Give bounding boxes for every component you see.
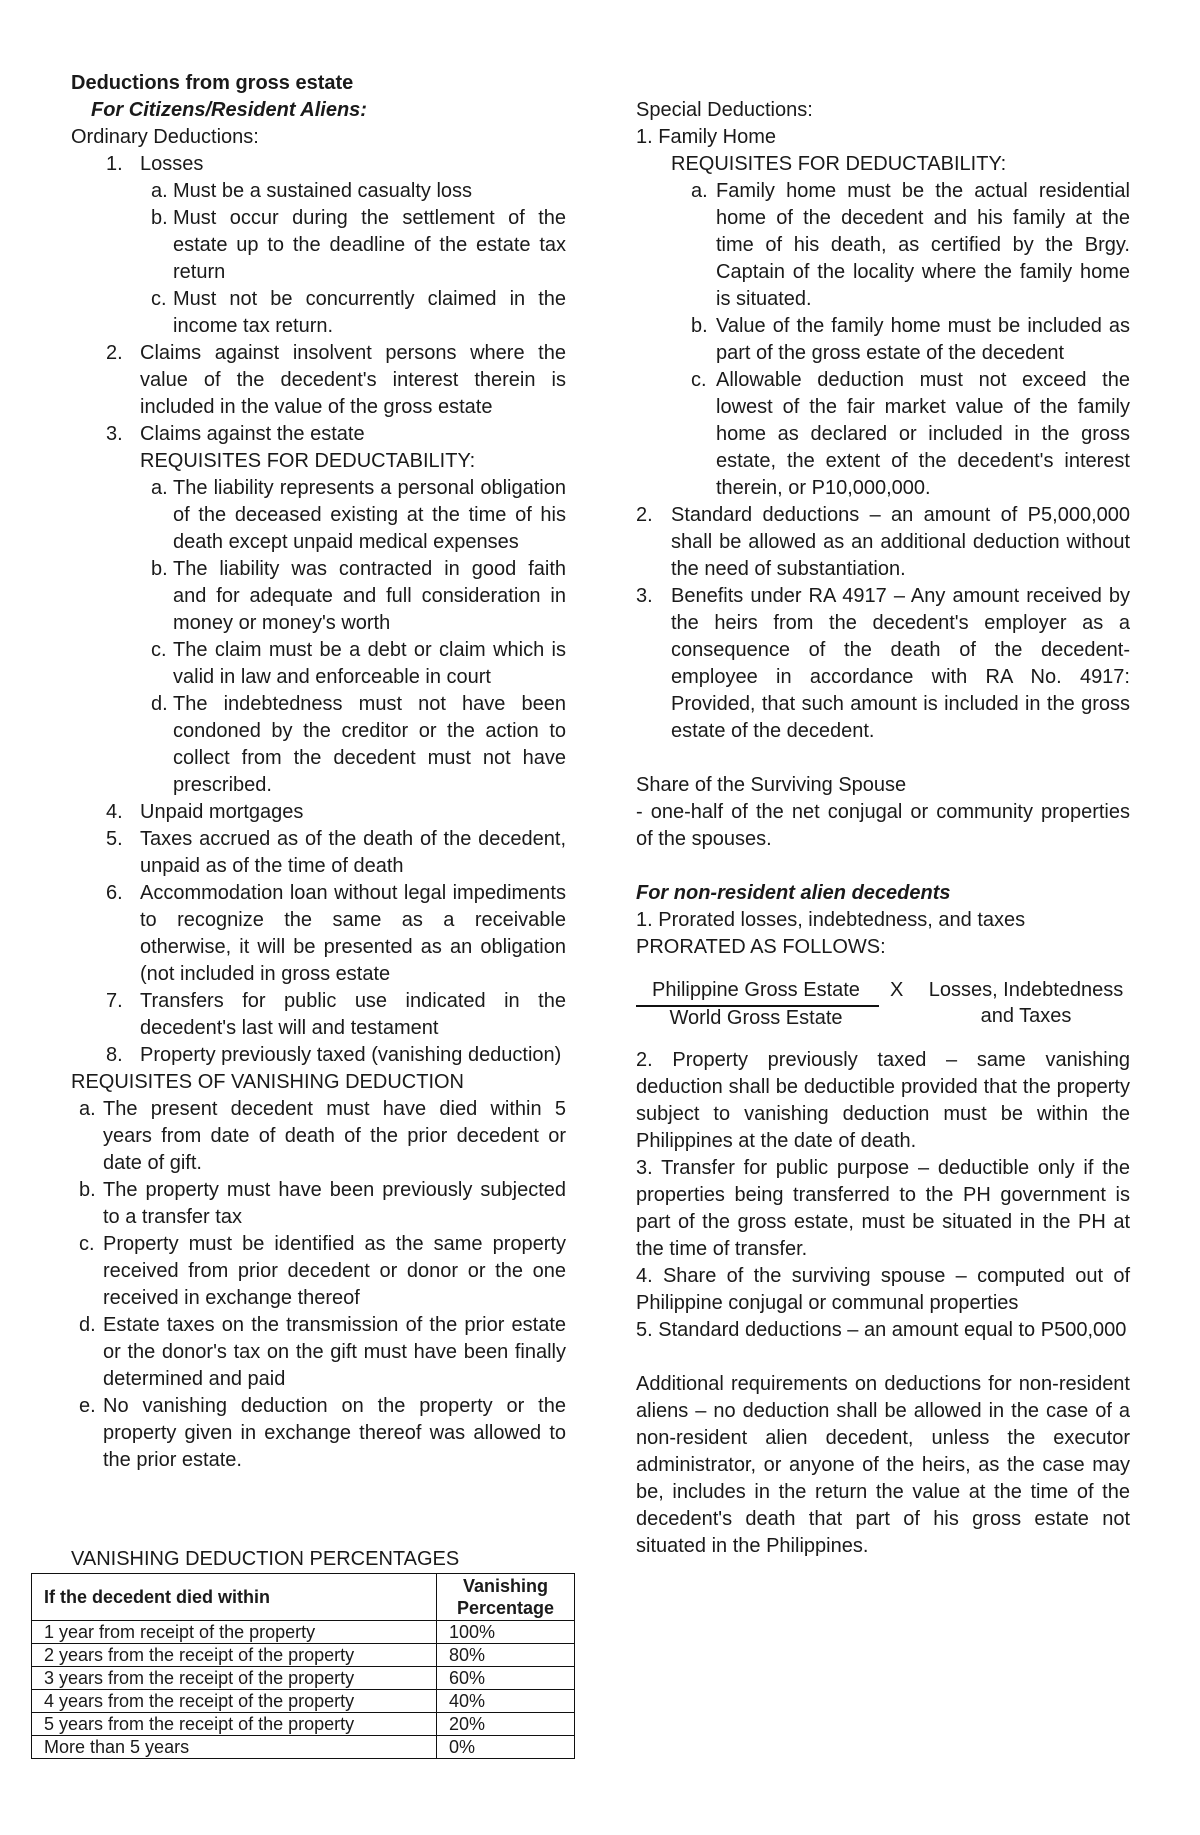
table-row — [32, 1621, 575, 1644]
table-row — [32, 1690, 575, 1713]
nra-item: 5. Standard deductions – an amount equal to P500,000 — [636, 1319, 1127, 1341]
formula-rhs-line: and Taxes — [980, 1005, 1072, 1027]
nra-item: 3. Transfer for public purpose – deductible only if the properties being transferred to the PH government is part of the gross estate, must be situated in the PH at the time of transfer. — [636, 1157, 1130, 1260]
requisites-heading: REQUISITES FOR DEDUCTABILITY: — [671, 153, 1007, 175]
table-title: VANISHING DEDUCTION PERCENTAGES — [71, 1548, 460, 1570]
additional-requirements: Additional requirements on deductions for non-resident aliens – no deduction shall be allowed in the case of a non-resident alien decedent, unless the executor administrator, or anyone of the heirs, as the case may be, includes in the return the value at the time of the decedent's death that part of his gross estate not situated in the Philippines. — [636, 1373, 1130, 1557]
prorated-label: PRORATED AS FOLLOWS: — [636, 936, 886, 958]
list-item: 6. Accommodation loan without legal impediments to recognize the same as a receivable otherwise, it will be presented as an obligation (not included in gross estate — [106, 882, 566, 985]
vanishing-requisites-heading: REQUISITES OF VANISHING DEDUCTION — [71, 1071, 464, 1093]
formula-numerator: Philippine Gross Estate — [652, 979, 860, 1001]
list-item: 8. Property previously taxed (vanishing deduction) — [106, 1044, 562, 1066]
nra-heading: For non-resident alien decedents — [636, 882, 951, 904]
sub-list-item: b. Must occur during the settlement of the estate up to the deadline of the estate tax return — [151, 207, 566, 283]
table-cell: 4 years from the receipt of the property — [32, 1690, 437, 1713]
sub-list-item: c. Must not be concurrently claimed in the income tax return. — [151, 288, 566, 337]
sub-list-item: c. The claim must be a debt or claim which is valid in law and enforceable in court — [151, 639, 566, 688]
sub-list-item: d. The indebtedness must not have been condoned by the creditor or the action to collect from the decedent must not have prescribed. — [151, 693, 566, 796]
document-title: Deductions from gross estate — [71, 72, 354, 94]
sub-list-item: a. The liability represents a personal obligation of the deceased existing at the time of his death except unpaid medical expenses — [151, 477, 566, 553]
table-cell: More than 5 years — [32, 1736, 437, 1759]
sub-list-item: c. Property must be identified as the same property received from prior decedent or donor or the one received in exchange thereof — [79, 1233, 566, 1309]
vanishing-percentage-table — [31, 1573, 575, 1759]
requisites-heading: REQUISITES FOR DEDUCTABILITY: — [140, 450, 476, 472]
list-item: 5. Taxes accrued as of the death of the decedent, unpaid as of the time of death — [106, 828, 566, 877]
left-column — [71, 70, 566, 1474]
sub-list-item: b. The liability was contracted in good faith and for adequate and full consideration in money or money's worth — [151, 558, 566, 634]
list-item: 2. Claims against insolvent persons where the value of the decedent's interest therein is included in the value of the gross estate — [106, 342, 566, 418]
formula-denominator: World Gross Estate — [669, 1007, 843, 1029]
nra-item: 2. Property previously taxed – same vanishing deduction shall be deductible provided that the property subject to vanishing deduction must be within the Philippines at the date of death. — [636, 1049, 1130, 1152]
table-cell: 1 year from receipt of the property — [32, 1621, 437, 1644]
special-deductions-heading: Special Deductions: — [636, 99, 813, 121]
table-cell: 40% — [437, 1690, 575, 1713]
list-item: 3. Benefits under RA 4917 – Any amount received by the heirs from the decedent's employer as a consequence of the death of the decedent-employee in accordance with RA No. 4917: Provided, that such amount is included in the gross estate of the decedent. — [636, 585, 1130, 742]
table-cell: 20% — [437, 1713, 575, 1736]
column-header: Vanishing Percentage — [437, 1574, 575, 1621]
table-cell: 3 years from the receipt of the property — [32, 1667, 437, 1690]
right-column — [636, 97, 1130, 1560]
formula-rhs-line: Losses, Indebtedness — [928, 979, 1124, 1001]
list-item: 1. Losses — [106, 153, 204, 175]
nra-item: 1. Prorated losses, indebtedness, and taxes — [636, 909, 1026, 931]
sub-list-item: b. Value of the family home must be included as part of the gross estate of the decedent — [691, 315, 1130, 364]
ordinary-deductions-heading: Ordinary Deductions: — [71, 126, 259, 148]
nra-item: 4. Share of the surviving spouse – computed out of Philippine conjugal or communal properties — [636, 1265, 1130, 1314]
column-header: If the decedent died within — [32, 1574, 437, 1621]
sub-list-item: a. Family home must be the actual residential home of the decedent and his family at the time of his death, as certified by the Brgy. Captain of the locality where the family home is situated. — [691, 180, 1130, 310]
table-cell: 60% — [437, 1667, 575, 1690]
table-row — [32, 1713, 575, 1736]
table-row — [32, 1667, 575, 1690]
sub-list-item: a. Must be a sustained casualty loss — [151, 180, 473, 202]
table-cell: 80% — [437, 1644, 575, 1667]
sub-list-item: e. No vanishing deduction on the property or the property given in exchange thereof was allowed to the prior estate. — [79, 1395, 566, 1471]
table-cell: 5 years from the receipt of the property — [32, 1713, 437, 1736]
formula-rhs — [926, 977, 1126, 1029]
sub-list-item: d. Estate taxes on the transmission of the prior estate or the donor's tax on the gift must have been finally determined and paid — [79, 1314, 566, 1390]
table-row — [32, 1736, 575, 1759]
list-item: 4. Unpaid mortgages — [106, 801, 304, 823]
table-header-row — [32, 1574, 575, 1621]
sub-list-item: a. The present decedent must have died within 5 years from date of death of the prior decedent or date of gift. — [79, 1098, 566, 1174]
section-subtitle: For Citizens/Resident Aliens: — [91, 99, 367, 121]
surviving-spouse-heading: Share of the Surviving Spouse — [636, 774, 907, 796]
table-cell: 2 years from the receipt of the property — [32, 1644, 437, 1667]
formula-operator: X — [890, 979, 904, 1001]
sub-list-item: b. The property must have been previously subjected to a transfer tax — [79, 1179, 566, 1228]
table-cell: 0% — [437, 1736, 575, 1759]
list-item: 2. Standard deductions – an amount of P5,000,000 shall be allowed as an additional deduction without the need of substantiation. — [636, 504, 1130, 580]
sub-list-item: c. Allowable deduction must not exceed the lowest of the fair market value of the family home as declared or included in the gross estate, the extent of the decedent's interest therein, or P10,000,000. — [691, 369, 1130, 499]
list-item: 3. Claims against the estate — [106, 423, 365, 445]
table-cell: 100% — [437, 1621, 575, 1644]
list-item: 7. Transfers for public use indicated in the decedent's last will and testament — [106, 990, 566, 1039]
table-row — [32, 1644, 575, 1667]
surviving-spouse-text: - one-half of the net conjugal or community properties of the spouses. — [636, 801, 1130, 850]
family-home-label: 1. Family Home — [636, 126, 777, 148]
proration-formula — [636, 977, 1130, 1033]
